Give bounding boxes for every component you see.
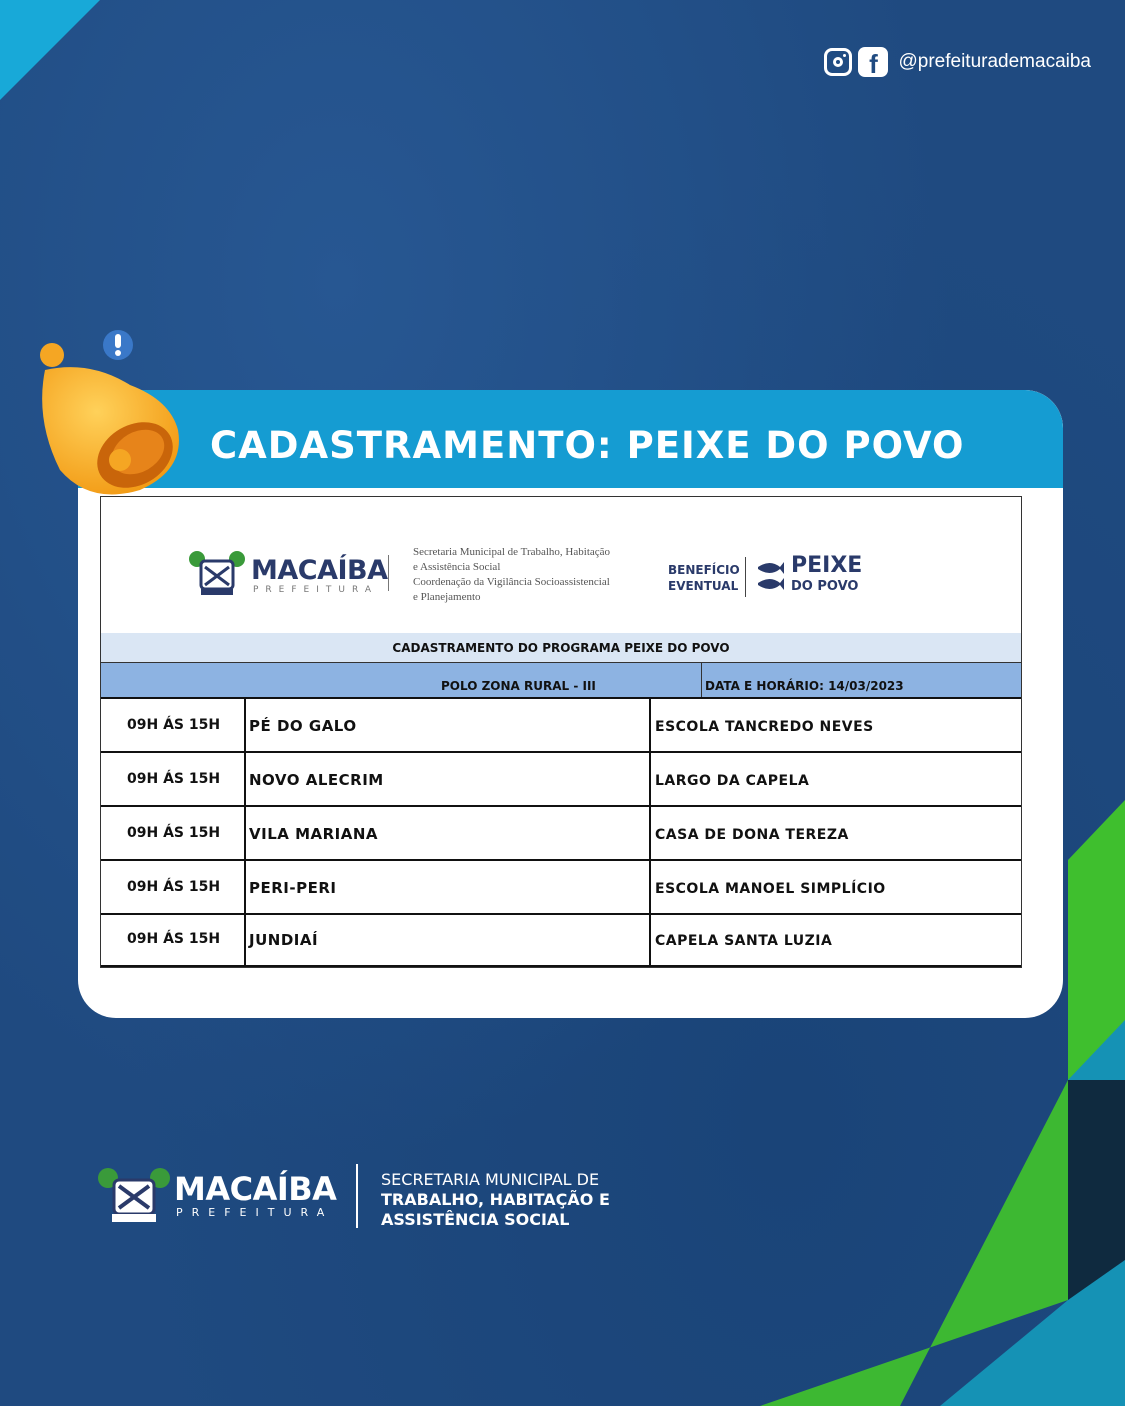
table-row — [101, 753, 1021, 807]
facebook-icon[interactable]: f — [858, 47, 888, 77]
polo-label: POLO ZONA RURAL - III — [441, 679, 596, 693]
place-cell: JUNDIAÍ — [249, 931, 319, 949]
social-handle[interactable]: @prefeiturademacaiba — [898, 51, 1091, 72]
instagram-icon[interactable] — [824, 48, 852, 76]
table-row — [101, 699, 1021, 753]
date-label: DATA E HORÁRIO: 14/03/2023 — [705, 679, 904, 693]
table-row — [101, 913, 1021, 967]
location-cell: CASA DE DONA TEREZA — [655, 827, 849, 843]
program-title-row — [101, 633, 1021, 663]
table-row — [101, 807, 1021, 861]
polo-separator — [701, 663, 702, 697]
logo-divider — [388, 555, 389, 591]
program-title: CADASTRAMENTO DO PROGRAMA PEIXE DO POVO — [392, 641, 730, 655]
footer-secretaria: SECRETARIA MUNICIPAL DE TRABALHO, HABITAÇÃO E ASSISTÊNCIA SOCIAL — [381, 1170, 610, 1229]
peixe-logo-text: PEIXE — [791, 553, 863, 578]
logo-divider-2 — [745, 557, 746, 597]
place-cell: PERI-PERI — [249, 879, 337, 897]
place-cell: VILA MARIANA — [249, 825, 379, 843]
location-cell: ESCOLA MANOEL SIMPLÍCIO — [655, 881, 886, 897]
card-title: CADASTRAMENTO: PEIXE DO POVO — [210, 424, 965, 467]
location-cell: CAPELA SANTA LUZIA — [655, 933, 833, 949]
sheet-logos — [101, 497, 1021, 634]
time-cell: 09H ÁS 15H — [127, 825, 221, 841]
do-povo-logo-text: DO POVO — [791, 579, 859, 594]
secretaria-text: Secretaria Municipal de Trabalho, Habitação e Assistência Social Coordenação da Vigilância Socioassistencial e Planejamento — [413, 546, 611, 603]
location-cell: ESCOLA TANCREDO NEVES — [655, 719, 874, 735]
bell-icon — [30, 330, 190, 500]
footer-brand — [96, 1164, 636, 1228]
social-handle-bar — [824, 46, 1091, 78]
polo-row — [101, 663, 1021, 699]
time-cell: 09H ÁS 15H — [127, 717, 221, 733]
footer-macaiba-text: MACAÍBA — [174, 1170, 337, 1208]
table-row — [101, 861, 1021, 915]
time-cell: 09H ÁS 15H — [127, 931, 221, 947]
schedule-sheet — [100, 496, 1022, 968]
time-cell: 09H ÁS 15H — [127, 771, 221, 787]
macaiba-crest-icon — [187, 549, 247, 597]
beneficio-eventual: BENEFÍCIO EVENTUAL — [668, 563, 740, 593]
place-cell: PÉ DO GALO — [249, 717, 357, 735]
location-cell: LARGO DA CAPELA — [655, 773, 810, 789]
macaiba-crest-footer-icon — [96, 1166, 172, 1224]
card-header — [78, 390, 1063, 488]
footer-prefeitura-text: PREFEITURA — [176, 1206, 334, 1219]
fish-icon — [756, 559, 784, 593]
info-card — [78, 390, 1063, 1018]
macaiba-logo-text: MACAÍBA — [251, 555, 388, 586]
time-cell: 09H ÁS 15H — [127, 879, 221, 895]
place-cell: NOVO ALECRIM — [249, 771, 384, 789]
footer-divider — [356, 1164, 358, 1228]
macaiba-logo-sub: PREFEITURA — [253, 585, 379, 595]
